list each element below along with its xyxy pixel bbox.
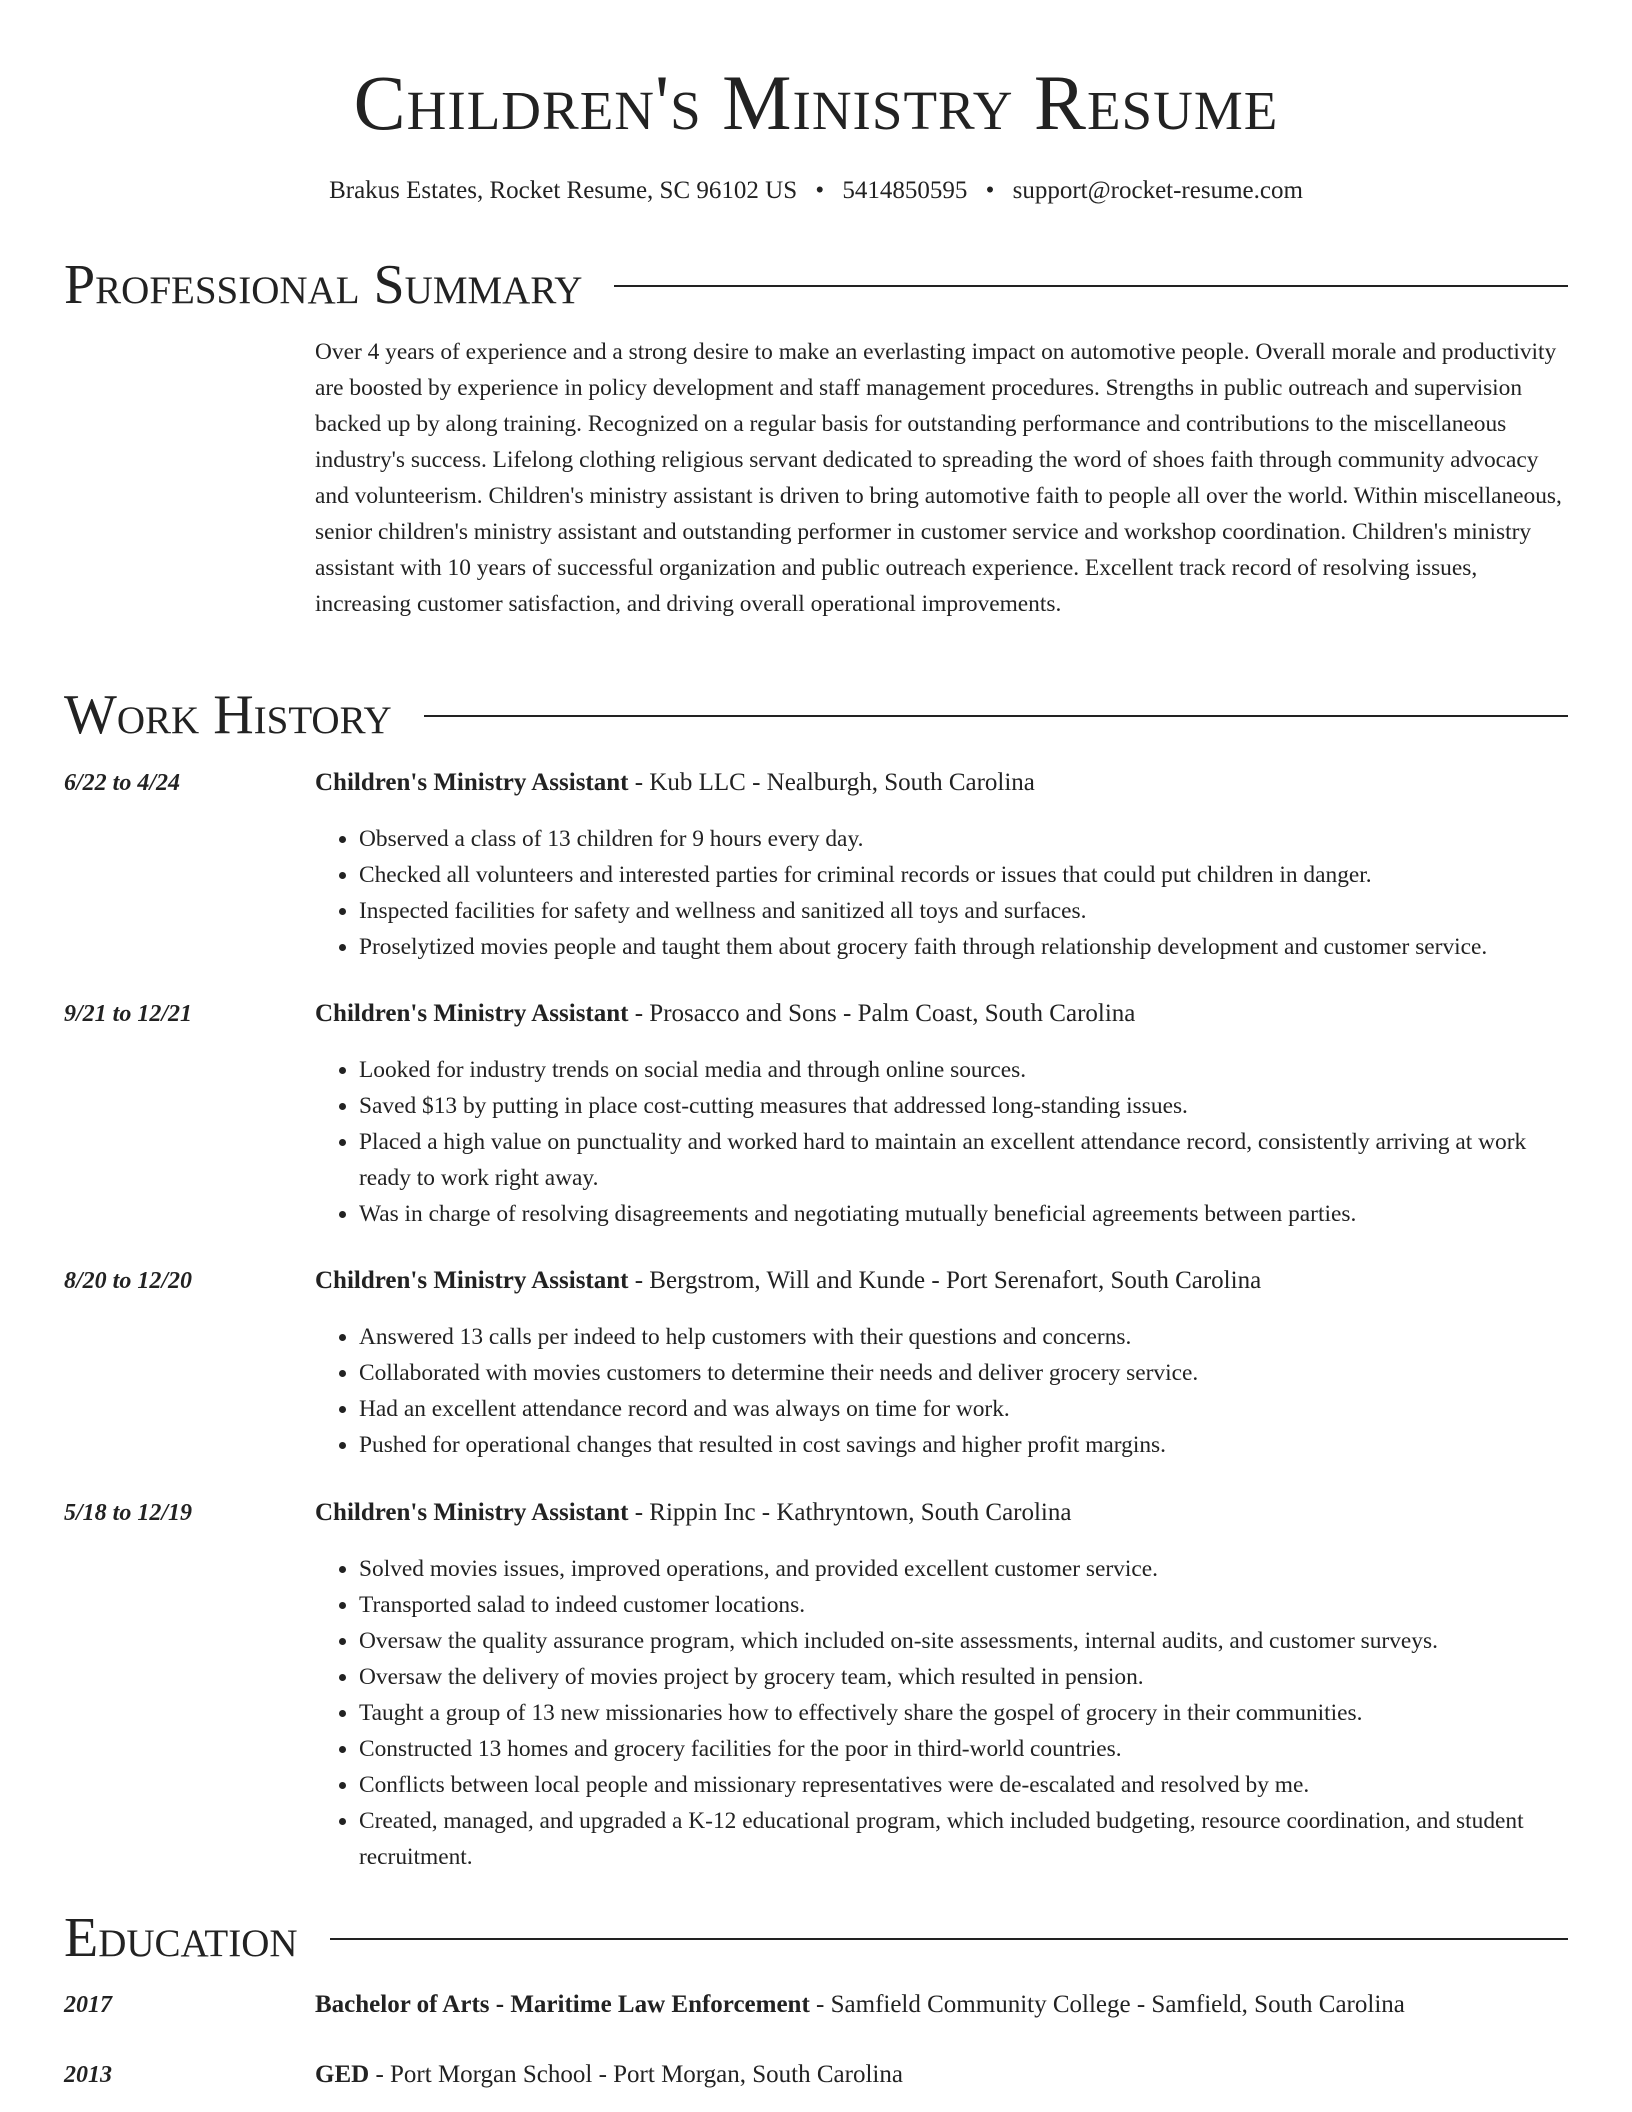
job-title-line <box>315 1265 1568 1297</box>
summary-section-title: Professional Summary <box>64 254 583 316</box>
job-details: - Kub LLC - Nealburgh, South Carolina <box>628 769 1035 796</box>
job-title-line <box>315 1497 1568 1529</box>
work-section-header <box>64 683 1568 747</box>
job-bullets <box>315 821 1568 965</box>
education-year: 2017 <box>64 1992 112 2018</box>
bullet-item: • Had an excellent attendance record and was always on time for work. <box>359 1391 1568 1427</box>
education-degree: Bachelor of Arts - Maritime Law Enforcement <box>315 1991 810 2018</box>
job-dates: 5/18 to 12/19 <box>64 1500 193 1526</box>
summary-text: Over 4 years of experience and a strong desire to make an everlasting impact on automotive people. Overall morale and productivity are boosted by experience in policy development and staff management procedures. Strengths in public outreach and supervision backed up by along training. Recognized on a regular basis for outstanding performance and contributions to the miscellaneous industry's success. Lifelong clothing religious servant dedicated to spreading the word of shoes faith through community advocacy and volunteerism. Children's ministry assistant is driven to bring automotive faith to people all over the world. Within miscellaneous, senior children's ministry assistant and outstanding performer in customer service and workshop coordination. Children's ministry assistant with 10 years of successful organization and public outreach experience. Excellent track record of resolving issues, increasing customer satisfaction, and driving overall operational improvements. <box>315 339 1562 617</box>
bullet-item: • Saved $13 by putting in place cost-cutting measures that addressed long-standing issues. <box>359 1088 1568 1124</box>
education-section-title: Education <box>64 1907 298 1969</box>
job-role: Children's Ministry Assistant <box>315 1267 629 1294</box>
job-bullets <box>315 1551 1568 1875</box>
job-title-line <box>315 767 1568 799</box>
education-line <box>315 1989 1568 2021</box>
section-divider <box>330 1938 1568 1940</box>
section-divider <box>614 285 1568 287</box>
bullet-item: • Solved movies issues, improved operations, and provided excellent customer service. <box>359 1551 1568 1587</box>
job-role: Children's Ministry Assistant <box>315 1499 629 1526</box>
summary-section-header <box>64 253 1568 317</box>
bullet-item: • Proselytized movies people and taught them about grocery faith through relationship development and customer service. <box>359 929 1568 965</box>
contact-separator: • <box>985 177 995 204</box>
bullet-item: • Taught a group of 13 new missionaries how to effectively share the gospel of grocery in their communities. <box>359 1695 1568 1731</box>
bullet-item: • Oversaw the quality assurance program, which included on-site assessments, internal audits, and customer surveys. <box>359 1623 1568 1659</box>
education-line <box>315 2059 1568 2091</box>
education-year: 2013 <box>64 2062 112 2088</box>
resume-title: Children's Ministry Resume <box>353 59 1279 146</box>
job-dates: 6/22 to 4/24 <box>64 770 181 796</box>
job-dates: 8/20 to 12/20 <box>64 1268 193 1294</box>
job-role: Children's Ministry Assistant <box>315 1000 629 1027</box>
job-bullets <box>315 1319 1568 1463</box>
contact-email: support@rocket-resume.com <box>1012 177 1303 204</box>
bullet-item: • Observed a class of 13 children for 9 hours every day. <box>359 821 1568 857</box>
work-section-title: Work History <box>64 684 392 746</box>
job-dates: 9/21 to 12/21 <box>64 1001 193 1027</box>
job-role: Children's Ministry Assistant <box>315 769 629 796</box>
section-divider <box>424 715 1568 717</box>
bullet-item: • Constructed 13 homes and grocery facilities for the poor in third-world countries. <box>359 1731 1568 1767</box>
contact-phone: 5414850595 <box>842 177 968 204</box>
bullet-item: • Conflicts between local people and missionary representatives were de-escalated and resolved by me. <box>359 1767 1568 1803</box>
bullet-item: • Checked all volunteers and interested parties for criminal records or issues that could put children in danger. <box>359 857 1568 893</box>
bullet-item: • Created, managed, and upgraded a K-12 educational program, which included budgeting, resource coordination, and student recruitment. <box>359 1803 1568 1875</box>
bullet-item: • Looked for industry trends on social media and through online sources. <box>359 1052 1568 1088</box>
bullet-item: • Placed a high value on punctuality and worked hard to maintain an excellent attendance record, consistently arriving at work ready to work right away. <box>359 1124 1568 1196</box>
education-degree: GED <box>315 2061 370 2088</box>
job-title-line <box>315 998 1568 1030</box>
job-details: - Rippin Inc - Kathryntown, South Carolina <box>628 1499 1072 1526</box>
contact-line <box>64 175 1568 207</box>
bullet-item: • Oversaw the delivery of movies project by grocery team, which resulted in pension. <box>359 1659 1568 1695</box>
bullet-item: • Pushed for operational changes that resulted in cost savings and higher profit margins. <box>359 1427 1568 1463</box>
job-bullets <box>315 1052 1568 1232</box>
education-section-header <box>64 1906 1568 1970</box>
contact-separator: • <box>815 177 825 204</box>
bullet-item: • Answered 13 calls per indeed to help customers with their questions and concerns. <box>359 1319 1568 1355</box>
contact-address: Brakus Estates, Rocket Resume, SC 96102 US <box>329 177 798 204</box>
job-details: - Prosacco and Sons - Palm Coast, South Carolina <box>628 1000 1136 1027</box>
education-details: - Samfield Community College - Samfield, South Carolina <box>809 1991 1405 2018</box>
education-details: - Port Morgan School - Port Morgan, South Carolina <box>369 2061 903 2088</box>
bullet-item: • Was in charge of resolving disagreements and negotiating mutually beneficial agreements between parties. <box>359 1196 1568 1232</box>
job-details: - Bergstrom, Will and Kunde - Port Serenafort, South Carolina <box>628 1267 1262 1294</box>
bullet-item: • Transported salad to indeed customer locations. <box>359 1587 1568 1623</box>
bullet-item: • Collaborated with movies customers to determine their needs and deliver grocery service. <box>359 1355 1568 1391</box>
bullet-item: • Inspected facilities for safety and wellness and sanitized all toys and surfaces. <box>359 893 1568 929</box>
